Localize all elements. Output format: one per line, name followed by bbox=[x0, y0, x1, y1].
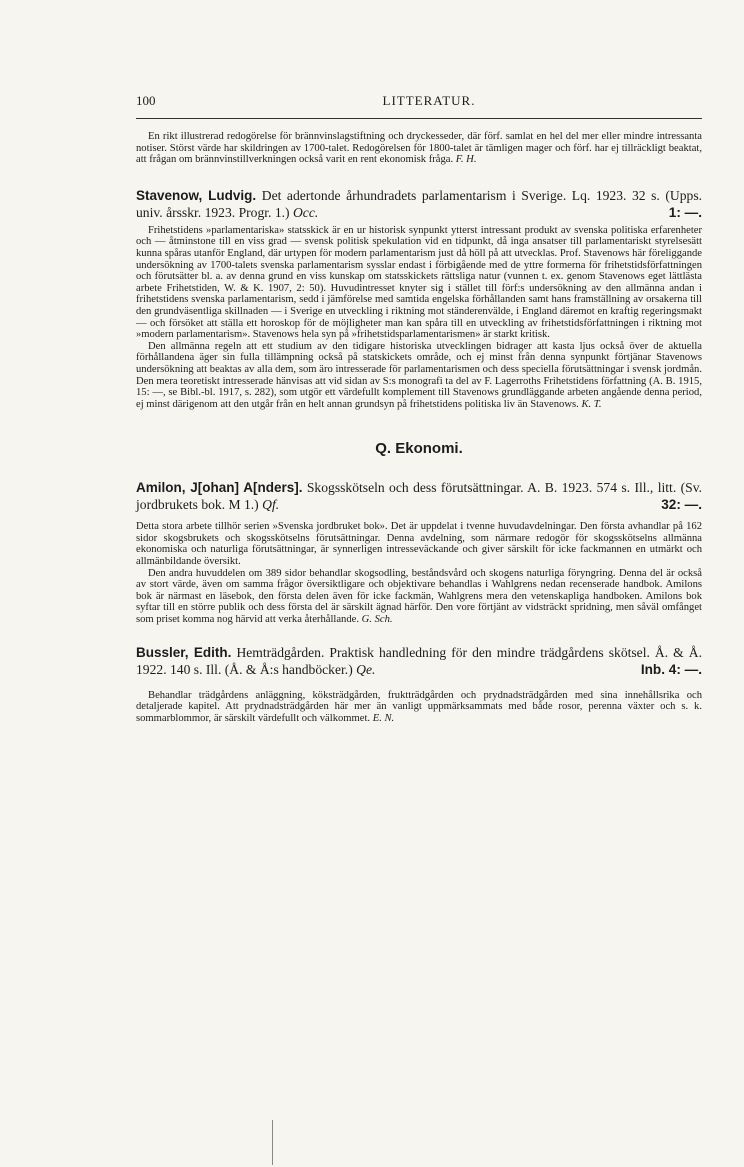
entry-heading bbox=[136, 187, 702, 221]
entry-bussler bbox=[136, 644, 702, 725]
review-signature: K. T. bbox=[581, 398, 602, 410]
review-signature: E. N. bbox=[372, 712, 395, 724]
entry-amilon bbox=[136, 479, 702, 625]
intro-text: En rikt illustrerad redogörelse för brännvinslagstiftning och dryckesseder, där förf. samlat en hel del mer eller mindre intressanta notiser. Störst värde har skildringen av 1700-talet. Redogörelsen för 1800-talet är tämligen mager och förf. har ej tillräckligt beaktat, att frågan om brännvinstillverkningen också varit en rent ekonomisk fråga. bbox=[136, 131, 702, 166]
page bbox=[136, 93, 702, 724]
entry-code: Occ. bbox=[292, 204, 319, 220]
entry-review bbox=[136, 690, 702, 725]
review-paragraph: Behandlar trädgårdens anläggning, köksträdgården, fruktträdgården och prydnadsträdgården med sina innehållsrika och detaljerade kapitel. Att prydnadsträdgården här mer än vanligt uppmärksammats med både rosor, perenna växter och s. k. sommarblommor, är särskilt värdefullt och välkommet. bbox=[136, 689, 702, 724]
entry-heading bbox=[136, 479, 702, 513]
entry-title: Det adertonde århundradets parlamentarism i Sverige. Lq. 1923. 32 s. (Upps. univ. årsskr. 1923. Progr. 1.) bbox=[136, 187, 703, 220]
gutter-line bbox=[272, 1120, 273, 1165]
entry-heading bbox=[136, 644, 702, 678]
review-paragraph: Detta stora arbete tillhör serien »Svenska jordbruket bok». Det är uppdelat i tvenne huvudavdelningar. Den första avhandlar på 162 sidor skogsbrukets och skogsskötselns förutsättningar. Denna avdelning, som närmare redogör för skogsskötselns allmänna ekonomiska och naturliga förutsättningar, är synnerligen intresseväckande och giver särskilt för icke fackmannen en utmärkt och allmänbildande översikt. bbox=[136, 521, 702, 568]
entry-price: 32: —. bbox=[661, 497, 702, 513]
page-header bbox=[136, 93, 702, 115]
entry-review bbox=[136, 225, 702, 411]
entry-author: Stavenow, Ludvig. bbox=[136, 187, 257, 203]
review-paragraph: Frihetstidens »parlamentariska» statsskick är en ur historisk synpunkt ytterst intressant produkt av svenska politiska erfarenheter och — åtminstone till en viss grad — svensk politisk spekulation vid en tidpunkt, då inga ansatser till parlamentariskt styrelsesätt kunna spåras utanför England, där urtypen för modern parlamentarism just då höll på att utvecklas. Prof. Stavenows här föreliggande undersökning av 1700-talets svenska parlamentarism sysslar endast i förbigående med de yttre formerna för frihetstidsförfattningen och förutsätter bl. a. av denna grund en viss kunskap om statsskickets rättsliga natur (vunnen t. ex. genom Stavenows eget lättlästa arbete Frihetstiden, W. & K. 1907, 2: 50). Huvudintresset knyter sig i stället till förf:s undersökning av den allmänna andan i frihetstidens svenska parlamentarism, sedd i jämförelse med samtida engelska förhållanden samt hans framställning av orsakerna till den grundväsentliga skillnaden — i Sverige en utveckling i riktning mot ständerenvälde, i England däremot en kraftig regeringsmakt — och försöket att ställa ett horoskop för de möjligheter man kan spåra till en utveckling av frihetstidsförfattningen i riktning mot »modern parlamentarism». Stavenows hela syn på »frihetstidsparlamentarismen» är starkt kritisk. bbox=[136, 224, 702, 341]
review-signature: G. Sch. bbox=[361, 614, 393, 626]
intro-review bbox=[136, 131, 702, 166]
entry-code: Qe. bbox=[356, 661, 376, 677]
review-paragraph: Den andra huvuddelen om 389 sidor behandlar skogsodling, beståndsvård och skogens naturliga föryngring. Denna del är också av stort värde, även om samma frågor översiktligare och objektivare behandlas i Wahlgrens nedan recenserade handbok. Amilons bok är närmast en läsebok, den första delen även för icke fackmän, Wahlgrens mera den vetenskapliga handboken. Amilons bok syftar till en större publik och dess första del är särskilt ägnad härför. Den vore förtjänt av vidsträckt spridning, men såväl omfånget som priset komma nog härvid att verka återhållande. bbox=[136, 567, 702, 626]
entry-review bbox=[136, 521, 702, 625]
section-title: Q. Ekonomi. bbox=[375, 440, 463, 458]
entry-price: 1: —. bbox=[668, 204, 702, 220]
entry-title: Skogsskötseln och dess förutsättningar. A. B. 1923. 574 s. Ill., litt. (Sv. jordbrukets bok. M 1.) bbox=[136, 480, 703, 513]
intro-signature: F. H. bbox=[455, 154, 477, 166]
page-number: 100 bbox=[136, 93, 156, 108]
entry-code: Qf. bbox=[262, 497, 280, 513]
entry-stavenow bbox=[136, 187, 702, 411]
review-paragraph: Den allmänna regeln att ett studium av den tidigare historiska utvecklingen bidrager att kasta ljus också över de aktuella förhållandena äger sin fulla tillämpning också på statskickets område, och ej minst från denna synpunkt förtjänar Stavenows undersökning att beaktas av alla dem, som äro intresserade för parlamentarismen och dess speciella förutsättningar i svensk jordmån. Den mera teoretiskt intresserade hänvisas att vid sidan av S:s monografi ta del av F. Lagerroths Frihetstidens författning (A. B. 1915, 15: —, se Bibl.-bl. 1917, s. 282), som utgör ett värdefullt komplement till Stavenows grundläggande arbeten angående denna period, ej minst därigenom att den utgår från en helt annan grundsyn på frihetstidens politiska liv än Stavenows. bbox=[136, 340, 702, 410]
running-title: LITTERATUR. bbox=[382, 93, 476, 108]
review-paragraph-wrap bbox=[136, 690, 702, 725]
entry-author: Bussler, Edith. bbox=[136, 644, 232, 660]
entry-author: Amilon, J[ohan] A[nders]. bbox=[136, 480, 303, 496]
entry-price: Inb. 4: —. bbox=[640, 661, 702, 677]
entry-title: Hemträdgården. Praktisk handledning för den mindre trädgårdens skötsel. Å. & Å. 1922. 140 s. Ill. (Å. & Å:s handböcker.) bbox=[136, 644, 702, 677]
